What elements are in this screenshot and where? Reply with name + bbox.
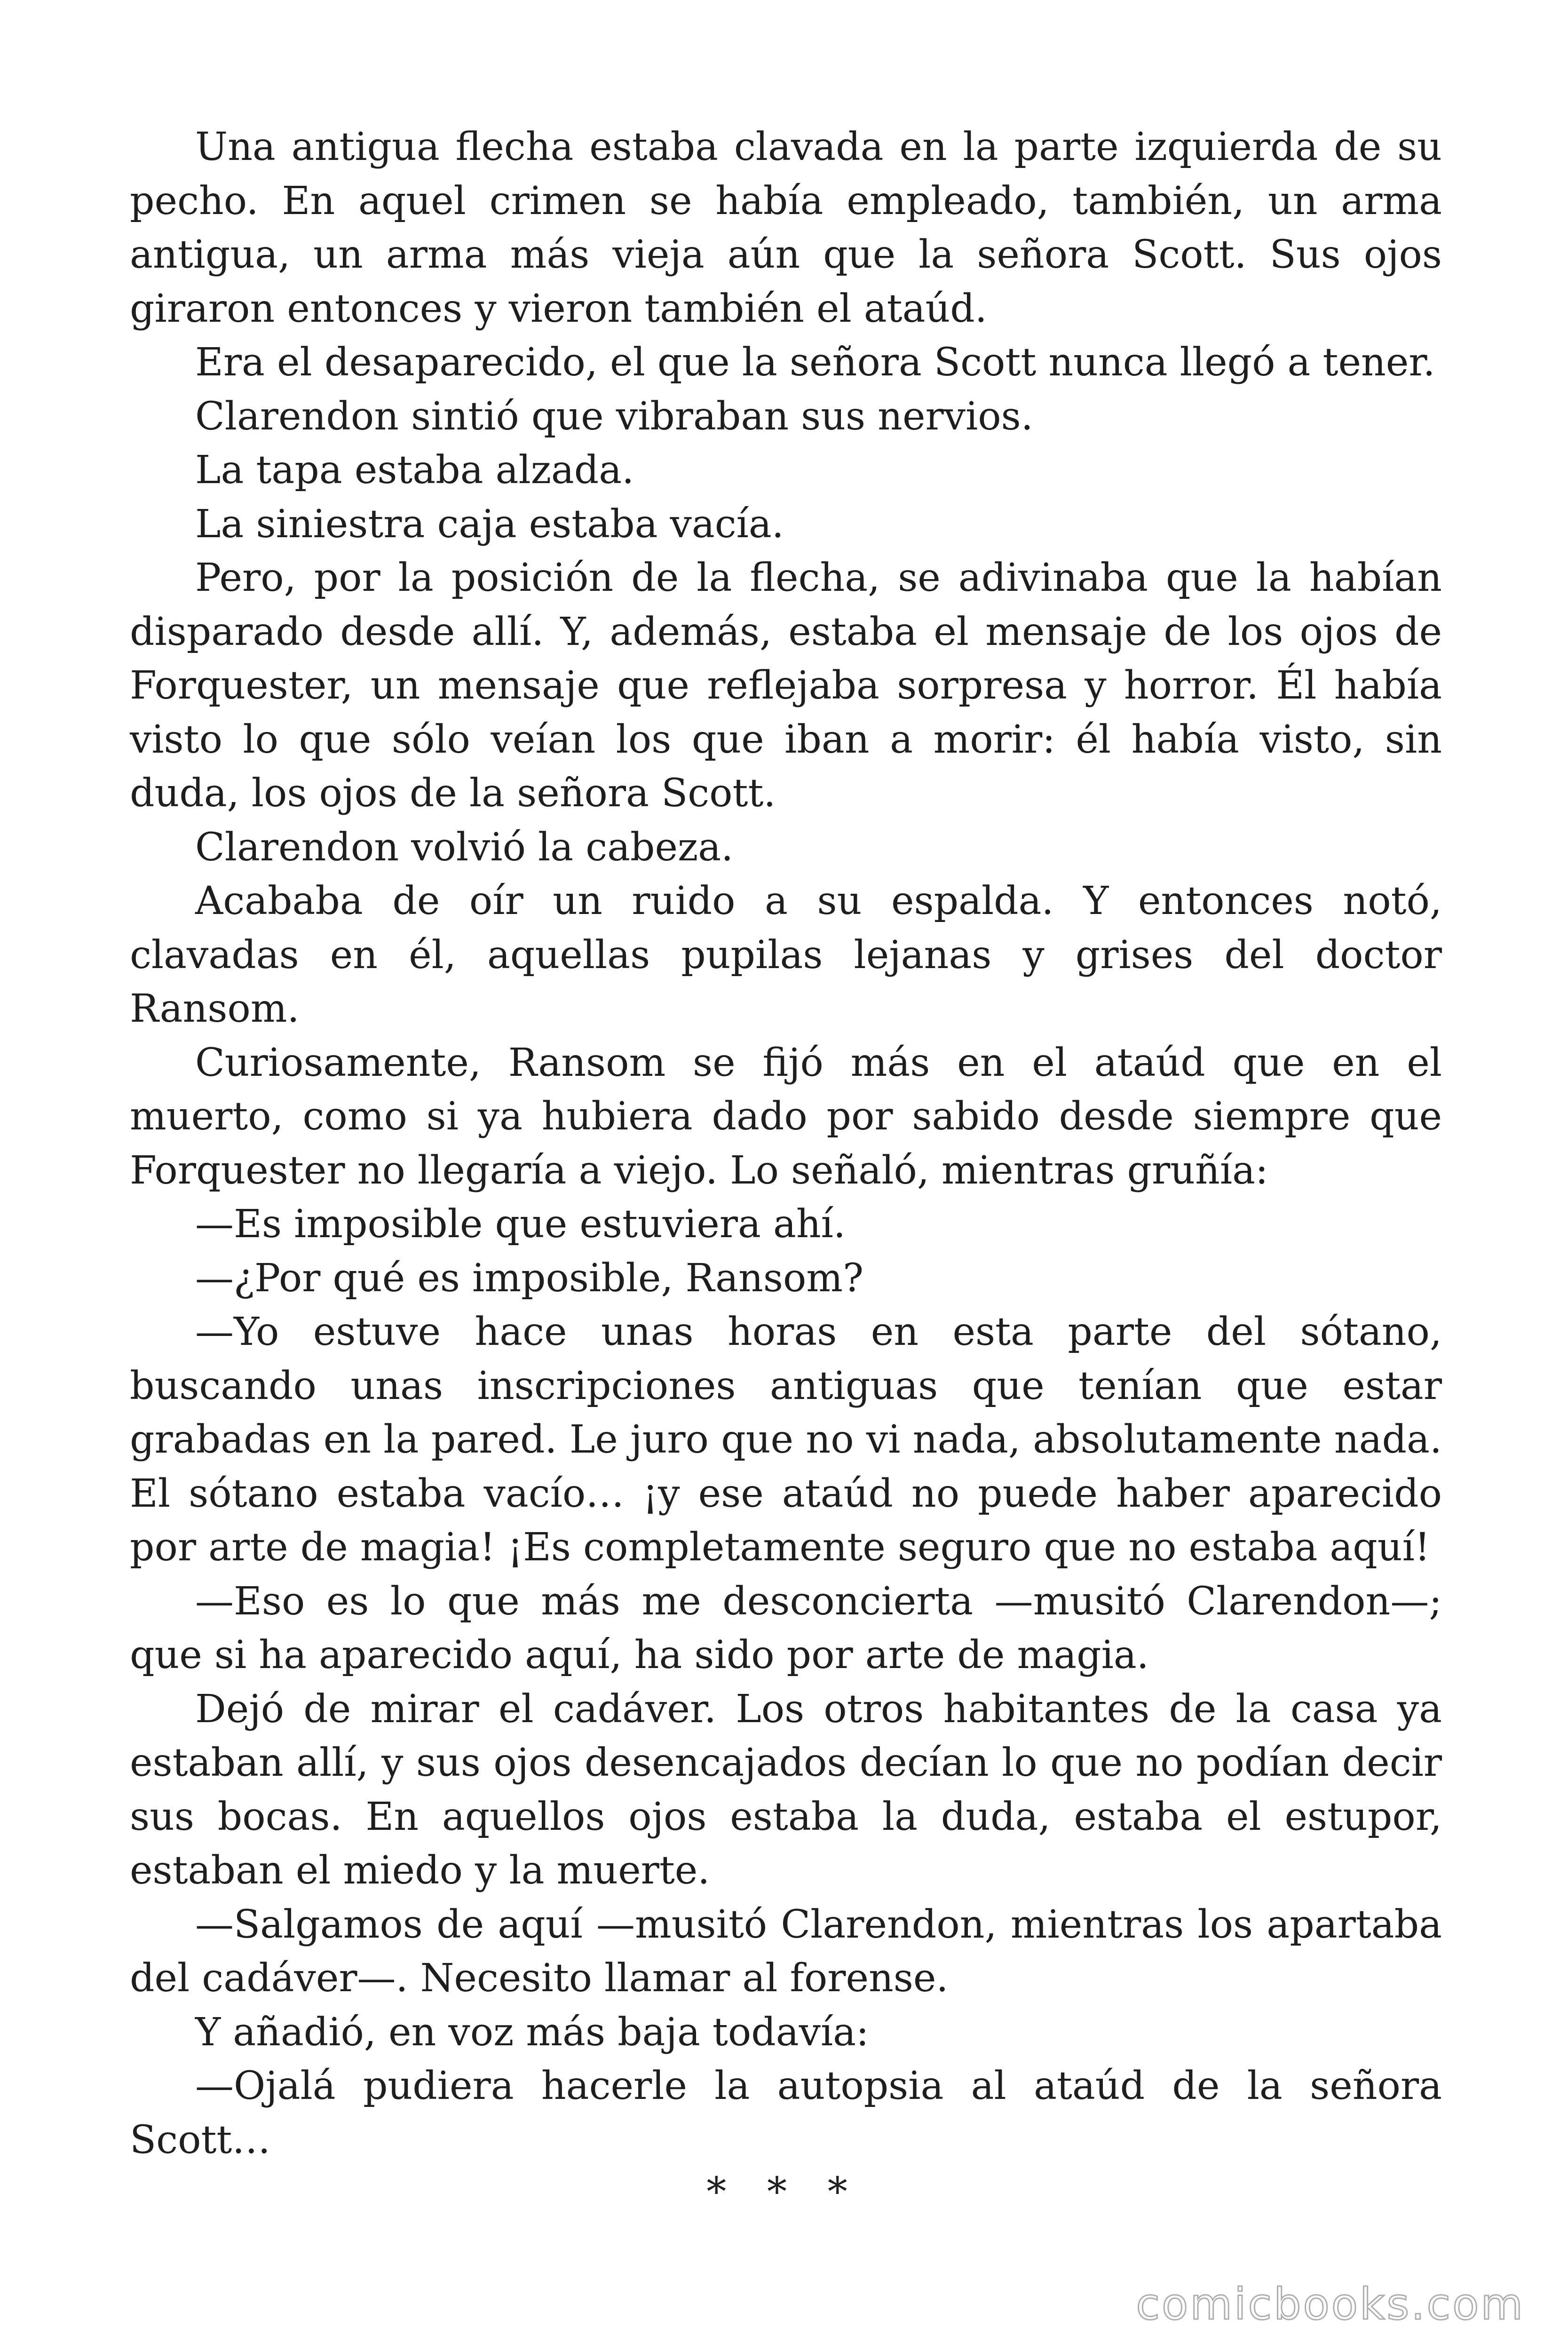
paragraph: Pero, por la posición de la flecha, se adivinaba que la habían disparado desde allí. Y, además, estaba el mensaje de los ojos de Forquester, un mensaje que reflejaba sorpresa y horror. Él había visto lo que sólo veían los que iban a morir: él había visto, sin duda, los ojos de la señora Scott. xyxy=(130,556,1442,816)
paragraph: Clarendon volvió la cabeza. xyxy=(195,825,734,870)
dialogue-line: —Ojalá pudiera hacerle la autopsia al ataúd de la señora Scott… xyxy=(130,2064,1442,2162)
paragraph: Curiosamente, Ransom se fijó más en el ataúd que en el muerto, como si ya hubiera dado por sabido desde siempre que Forquester no llegaría a viejo. Lo señaló, mientras gruñía: xyxy=(130,1040,1442,1193)
body-text xyxy=(130,120,1442,2167)
paragraph: Dejó de mirar el cadáver. Los otros habitantes de la casa ya estaban allí, y sus ojos desencajados decían lo que no podían decir sus bocas. En aquellos ojos estaba la duda, estaba el estupor, estaban el miedo y la muerte. xyxy=(130,1686,1442,1893)
section-divider: * * * xyxy=(706,2169,862,2215)
dialogue-line: —Eso es lo que más me desconcierta —musitó Clarendon—; que si ha aparecido aquí, ha sido por arte de magia. xyxy=(130,1579,1442,1677)
paragraph: Y añadió, en voz más baja todavía: xyxy=(195,2010,869,2055)
dialogue-line: —¿Por qué es imposible, Ransom? xyxy=(195,1255,864,1301)
dialogue-line: —Salgamos de aquí —musitó Clarendon, mientras los apartaba del cadáver—. Necesito llamar al forense. xyxy=(130,1902,1442,2001)
dialogue-line: —Es imposible que estuviera ahí. xyxy=(195,1202,846,1247)
dialogue-line: —Yo estuve hace unas horas en esta parte del sótano, buscando unas inscripciones antiguas que tenían que estar grabadas en la pared. Le juro que no vi nada, absolutamente nada. El sótano estaba vacío… ¡y ese ataúd no puede haber aparecido por arte de magia! ¡Es completamente seguro que no estaba aquí! xyxy=(130,1310,1442,1570)
paragraph: La siniestra caja estaba vacía. xyxy=(195,501,784,547)
paragraph: La tapa estaba alzada. xyxy=(195,448,634,493)
paragraph: Acababa de oír un ruido a su espalda. Y entonces notó, clavadas en él, aquellas pupilas lejanas y grises del doctor Ransom. xyxy=(130,879,1442,1031)
paragraph: Clarendon sintió que vibraban sus nervios. xyxy=(195,394,1033,439)
paragraph: Era el desaparecido, el que la señora Scott nunca llegó a tener. xyxy=(195,340,1435,385)
watermark: comicbooks.com xyxy=(1136,2279,1525,2329)
paragraph: Una antigua flecha estaba clavada en la parte izquierda de su pecho. En aquel crimen se había empleado, también, un arma antigua, un arma más vieja aún que la señora Scott. Sus ojos giraron entonces y vieron también el ataúd. xyxy=(130,125,1442,331)
